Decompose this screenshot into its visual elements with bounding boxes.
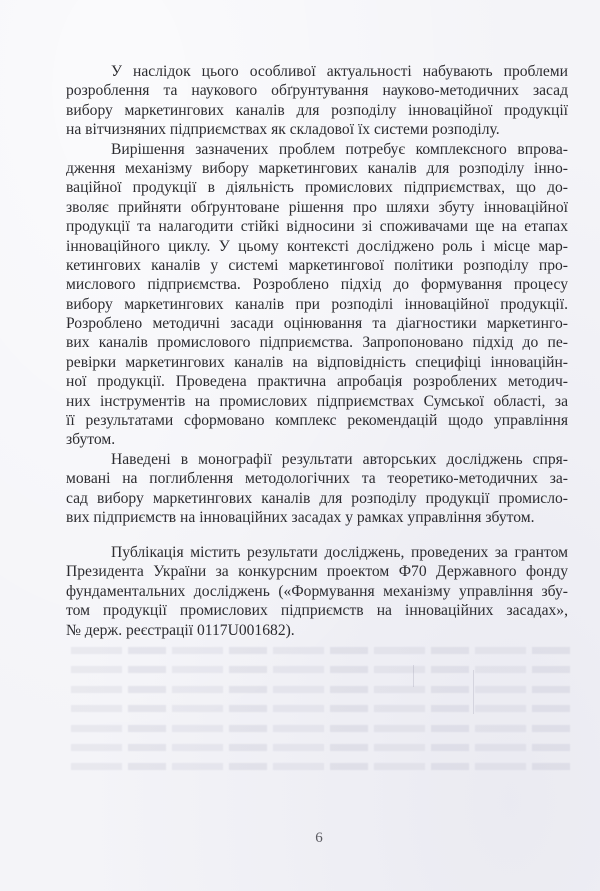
text-line: мислового підприємства. Розроблено підхід до формування процесу [66, 276, 568, 294]
text-line: сад вибору маркетингових каналів для розподілу продукції промисло- [66, 489, 568, 507]
ghost-line [70, 679, 570, 698]
show-through-ghost-text [70, 640, 570, 776]
paragraph-3 [66, 450, 568, 528]
paragraph-2 [66, 140, 568, 450]
ghost-line [70, 659, 570, 678]
text-line: розроблення та наукового обґрунтування науково-методичних засад [66, 82, 568, 100]
text-line: № держ. реєстрації 0117U001682). [66, 621, 295, 639]
ghost-line [70, 640, 570, 659]
text-line: У наслідок цього особливої актуальності набувають проблеми [111, 63, 568, 80]
text-line: ної продукції. Проведена практична апробація розроблених методич- [66, 373, 568, 391]
grant-acknowledgement [66, 543, 568, 640]
text-line: вих підприємств на інноваційних засадах у рамках управління збутом. [66, 508, 535, 526]
text-line: вих каналів промислового підприємства. Запропоновано підхід до пе- [66, 334, 568, 352]
text-line: збутом. [66, 431, 116, 449]
text-line: її результатами сформовано комплекс рекомендацій щодо управління [66, 412, 568, 430]
text-line: Вирішення зазначених проблем потребує комплексного впрова- [111, 140, 568, 158]
text-line: продукції та налагодити стійкі відносини зі споживачами ще на етапах [66, 218, 568, 236]
paragraph-1 [66, 62, 568, 140]
text-line: Наведені в монографії результати авторських досліджень спря- [111, 450, 568, 468]
text-line: дження механізму вибору маркетингових каналів для розподілу інно- [66, 159, 568, 177]
text-line: ваційної продукції в діяльність промислових підприємствах, що до- [66, 179, 568, 197]
text-line: Розроблено методичні засади оцінювання та діагностики маркетинго- [66, 315, 568, 333]
ghost-line [70, 756, 570, 775]
text-line: Публікація містить результати досліджень, проведених за грантом [111, 544, 568, 561]
text-line: мовані на поглиблення методологічних та теоретико-методичних за- [66, 470, 568, 488]
text-line: на вітчизняних підприємствах як складової їх системи розподілу. [66, 121, 500, 139]
text-line: вибору маркетингових каналів при розподілі інноваційної продукції. [66, 295, 568, 313]
text-line: ревірки маркетингових каналів на відповідність специфіці інноваційн- [66, 353, 568, 371]
text-line: фундаментальних досліджень («Формування механізму управління збу- [66, 582, 568, 600]
body-text [66, 62, 568, 527]
text-line: вибору маркетингових каналів для розподілу інноваційної продукції [66, 101, 568, 119]
paper-scratch [413, 665, 414, 687]
text-line: інноваційного циклу. У цьому контексті досліджено роль і місце мар- [66, 237, 568, 255]
text-line: Президента України за конкурсним проектом Ф70 Державного фонду [66, 563, 568, 581]
page-number: 6 [315, 830, 323, 846]
ghost-line [70, 737, 570, 756]
text-line: зволяє прийняти обґрунтоване рішення про шляхи збуту інноваційної [66, 198, 568, 216]
text-line: кетингових каналів у системі маркетингової політики розподілу про- [66, 256, 568, 274]
text-line: них інструментів на промислових підприємствах Сумської області, за [66, 392, 568, 410]
ghost-line [70, 718, 570, 737]
paper-scratch [473, 670, 474, 714]
ghost-line [70, 698, 570, 717]
text-line: том продукції промислових підприємств на інноваційних засадах», [66, 602, 568, 620]
